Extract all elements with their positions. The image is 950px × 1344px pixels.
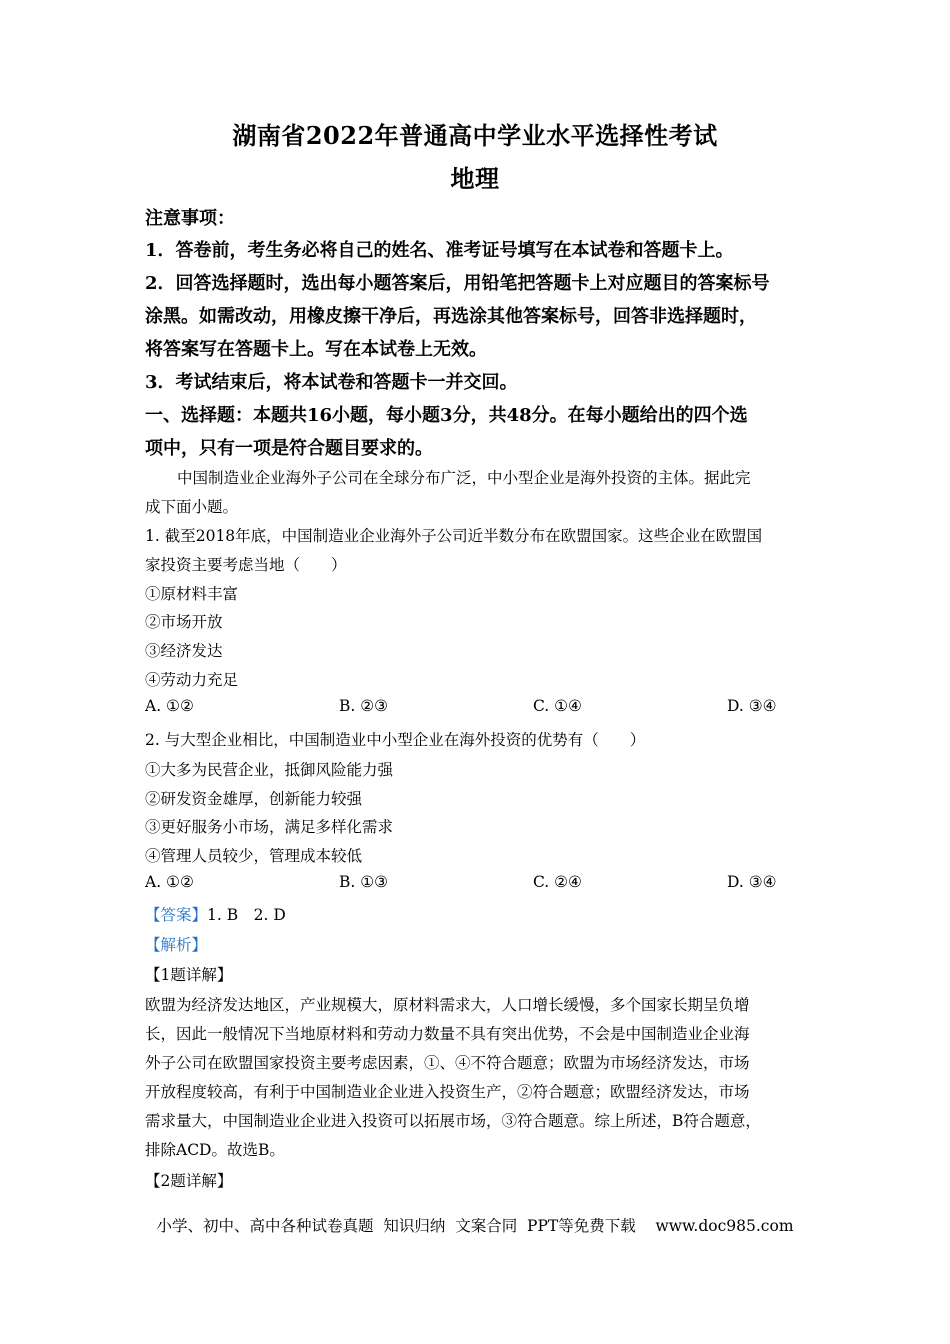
section-heading-line-1: 一、选择题：本题共16小题，每小题3分，共48分。在每小题给出的四个选 [145, 405, 748, 426]
exam-title: 湖南省2022年普通高中学业水平选择性考试 [232, 121, 718, 150]
q1-analysis-heading: 【1题详解】 [145, 966, 233, 984]
q1-option-b: B. ②③ [339, 697, 389, 715]
section-heading-line-2: 项中，只有一项是符合题目要求的。 [145, 438, 433, 459]
analysis-label: 【解析】 [145, 936, 208, 954]
page-footer [0, 1214, 950, 1236]
q1-item: ①原材料丰富 [145, 585, 239, 603]
q1-option-c: C. ①④ [533, 697, 582, 715]
q2-option-c: C. ②④ [533, 873, 582, 891]
answer-row [145, 903, 815, 925]
intro-line-1: 中国制造业企业海外子公司在全球分布广泛，中小型企业是海外投资的主体。据此完 [177, 469, 751, 487]
q2-option-b: B. ①③ [339, 873, 389, 891]
q2-item: ①大多为民营企业，抵御风险能力强 [145, 761, 394, 779]
q2-item: ④管理人员较少，管理成本较低 [145, 847, 363, 865]
footer-url[interactable]: www.doc985.com [655, 1217, 794, 1235]
answer-label: 【答案】 [145, 906, 208, 924]
q1-analysis-line: 排除ACD。故选B。 [145, 1141, 285, 1159]
q2-analysis-heading: 【2题详解】 [145, 1172, 233, 1190]
q2-item: ②研发资金雄厚，创新能力较强 [145, 790, 363, 808]
answer-text: 1. B 2. D [207, 906, 286, 924]
notice-line-3: 涂黑。如需改动，用橡皮擦干净后，再选涂其他答案标号，回答非选择题时， [145, 306, 757, 327]
q1-option-a: A. ①② [145, 697, 194, 715]
q1-item: ②市场开放 [145, 613, 223, 631]
q1-option-d: D. ③④ [727, 697, 777, 715]
q1-stem-line-2: 家投资主要考虑当地（ ） [145, 556, 347, 574]
notice-line-5: 3．考试结束后，将本试卷和答题卡一并交回。 [145, 372, 518, 393]
notice-line-4: 将答案写在答题卡上。写在本试卷上无效。 [145, 339, 487, 360]
footer-text: 小学、初中、高中各种试卷真题 知识归纳 文案合同 PPT等免费下载 [156, 1217, 636, 1235]
notice-line-2: 2．回答选择题时，选出每小题答案后，用铅笔把答题卡上对应题目的答案标号 [145, 273, 770, 294]
intro-line-2: 成下面小题。 [145, 498, 239, 516]
q1-item: ③经济发达 [145, 642, 223, 660]
notice-line-1: 1．答卷前，考生务必将自己的姓名、准考证号填写在本试卷和答题卡上。 [145, 240, 734, 261]
q2-option-d: D. ③④ [727, 873, 777, 891]
q1-analysis-line: 需求量大，中国制造业企业进入投资可以拓展市场，③符合题意。综上所述，B符合题意， [145, 1112, 761, 1130]
q1-item: ④劳动力充足 [145, 671, 239, 689]
q2-option-a: A. ①② [145, 873, 194, 891]
q2-item: ③更好服务小市场，满足多样化需求 [145, 818, 394, 836]
q1-analysis-line: 外子公司在欧盟国家投资主要考虑因素，①、④不符合题意；欧盟为市场经济发达，市场 [145, 1054, 750, 1072]
exam-subject: 地理 [450, 164, 500, 193]
q1-analysis-line: 长，因此一般情况下当地原材料和劳动力数量不具有突出优势，不会是中国制造业企业海 [145, 1025, 750, 1043]
q1-analysis-line: 开放程度较高，有利于中国制造业企业进入投资生产，②符合题意；欧盟经济发达，市场 [145, 1083, 750, 1101]
q1-analysis-line: 欧盟为经济发达地区，产业规模大，原材料需求大，人口增长缓慢，多个国家长期呈负增 [145, 996, 750, 1014]
q1-stem-line-1: 1. 截至2018年底，中国制造业企业海外子公司近半数分布在欧盟国家。这些企业在欧盟国 [145, 527, 763, 545]
notice-heading: 注意事项： [145, 208, 235, 229]
q2-stem: 2. 与大型企业相比，中国制造业中小型企业在海外投资的优势有（ ） [145, 731, 646, 749]
